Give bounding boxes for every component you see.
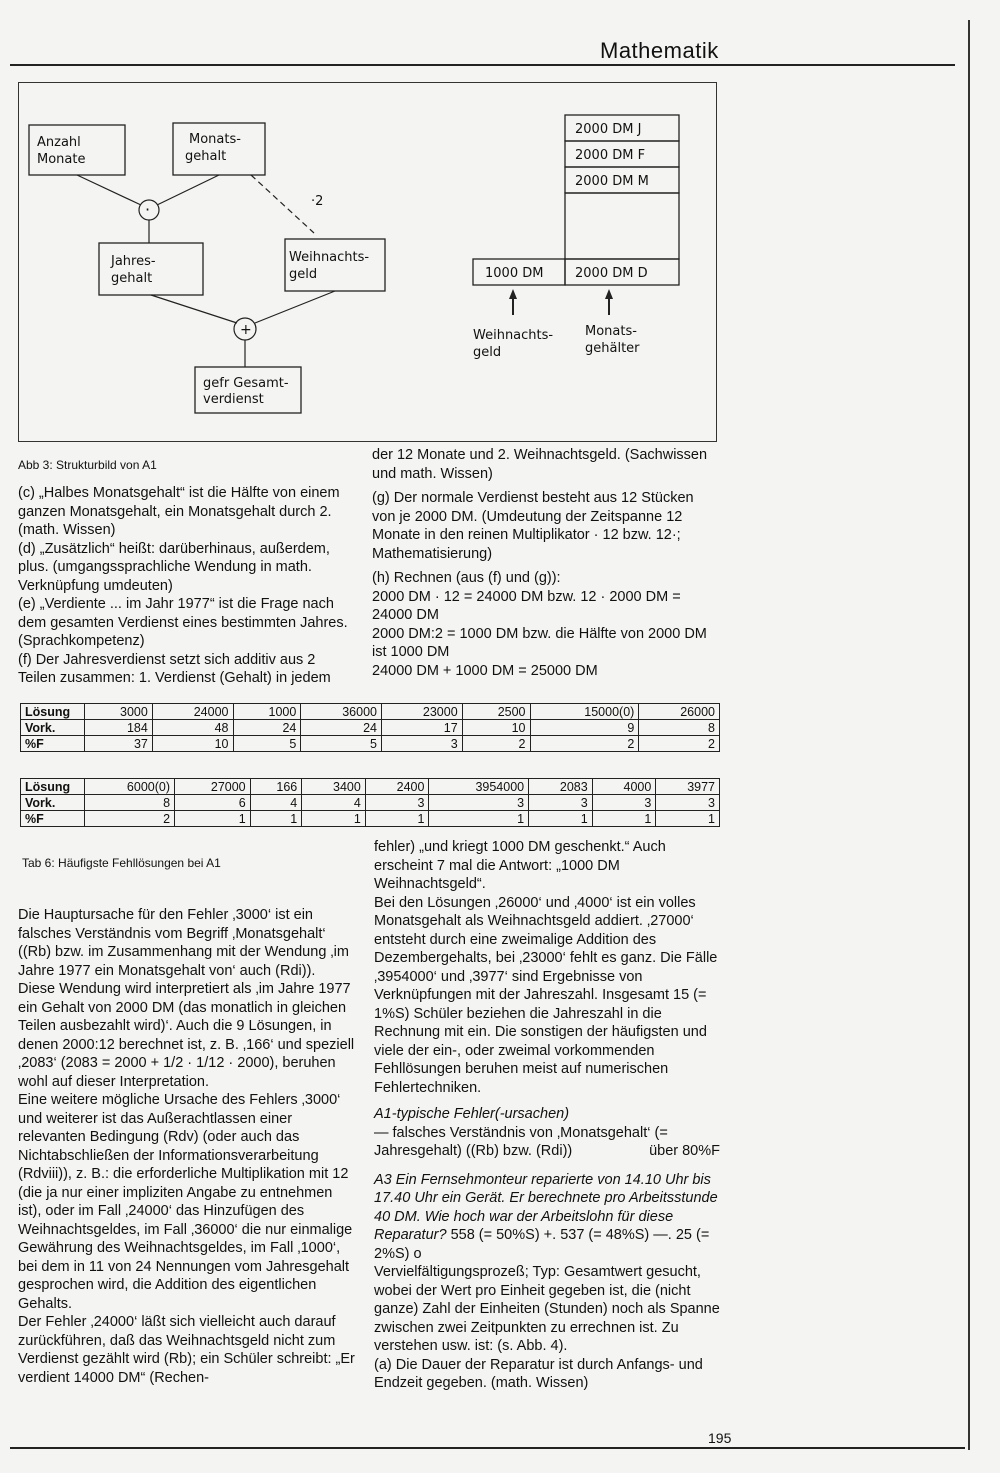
text-anzahl: Anzahl [37, 135, 81, 150]
text-weihnachts: Weihnachts- [289, 250, 370, 265]
box-jahresgehalt [99, 243, 203, 295]
table-cell: 3 [429, 795, 529, 811]
cell-2000-d: 2000 DM D [575, 266, 648, 281]
para-loesungen: Bei den Lösungen ‚26000‘ und ‚4000‘ ist ein volles Monatsgehalt als Weihnachtsgeld addiert. ‚27000‘ entsteht durch eine zweimalige Addition des Dezembergehalts, bei ‚23000‘ fehlt es ganz. Die Fälle ‚3954000‘ und ‚3977‘ sind Ergebnisse von Verknüpfungen mit der Jahreszahl. Insgesamt 15 (= 1%S) Schüler beziehen die Jahreszahl in die Rechnung mit ein. Die sonstigen der häufigsten und viele der ein-, oder zweimal vorkommenden Fehllösungen beruhen meist auf numerischen Fehlertechniken. [374, 894, 718, 1096]
a3-analysis: Vervielfältigungsprozeß; Typ: Gesamtwert gesucht, wobei der Wert pro Einheit gegeben ist, die (nicht ganze) Zahl der Einheiten (Stunden) noch als Spanne zwischen zwei Zeitpunkten zu errechnen ist. Zu verstehen usw. ist: (s. Abb. 4). [374, 1264, 720, 1354]
table-cell: 10 [462, 720, 530, 736]
text-monate: Monate [37, 152, 86, 167]
cell-1000: 1000 DM [485, 266, 544, 281]
para-fehler-cont: fehler) „und kriegt 1000 DM geschenkt.“ Auch erscheint 7 mal die Antwort: „1000 DM Weihnachtsgeld“. [374, 839, 666, 892]
label-geld: geld [473, 345, 502, 360]
table-cell: 36000 [301, 704, 382, 720]
table-cell: 3400 [302, 779, 366, 795]
text-geld: geld [289, 267, 318, 282]
table-row [21, 736, 720, 752]
typical-text: — falsches Verständnis von ‚Monatsgehalt‘ (= Jahresgehalt) ((Rb) bzw. (Rdi)) [374, 1124, 668, 1159]
table-row [21, 779, 720, 795]
para-h: (h) Rechnen (aus (f) und (g)): [372, 570, 561, 586]
calc-3: 24000 DM + 1000 DM = 25000 DM [372, 662, 598, 679]
box-anzahl-monate [29, 125, 125, 175]
para-d: (d) „Zusätzlich“ heißt: darüberhinaus, außerdem, plus. (umgangssprachliche Wendung in math. Verknüpfung umdeuten) [18, 540, 330, 594]
a3-task: A3 Ein Fernsehmonteur reparierte von 14.10 Uhr bis 17.40 Uhr ein Gerät. Er berechnete pro Arbeitsstunde 40 DM. Wie hoch war der Arbeitslohn für diese Reparatur? [374, 1171, 718, 1243]
table-cell: 24 [233, 720, 301, 736]
table-cell: 1 [302, 811, 366, 827]
table-cell: 2083 [529, 779, 593, 795]
table-cell: 1000 [233, 704, 301, 720]
table-cell: 3 [382, 736, 463, 752]
table-cell: 10 [152, 736, 233, 752]
diagram-mark [157, 175, 219, 205]
page-number: 195 [708, 1430, 732, 1446]
typical-pct: über 80%F [649, 1143, 720, 1159]
para-g: (g) Der normale Verdienst besteht aus 12 Stücken von je 2000 DM. (Umdeutung der Zeitspanne 12 Monate in den reinen Multiplikator · 12 bzw. 12·; Mathematisierung) [372, 490, 694, 562]
label-gehaelter: gehälter [585, 341, 640, 356]
table-cell: 1 [656, 811, 720, 827]
para-fehler-24000: Der Fehler ‚24000‘ läßt sich vielleicht auch darauf zurückführen, daß das Weihnachtsgeld nicht zum Verdienst gezählt wird (Rb); ein Schüler schreibt: „Er verdient 14000 DM“ (Rechen- [18, 1314, 355, 1386]
para-e: (e) „Verdiente ... im Jahr 1977“ ist die Frage nach dem gesamten Verdienst eines bestimmten Jahres. (Sprachkompetenz) [18, 596, 348, 649]
table-cell: 3 [656, 795, 720, 811]
footer-rule [10, 1447, 965, 1449]
table-cell: 184 [85, 720, 153, 736]
table-row [21, 720, 720, 736]
table-cell: Vork. [21, 720, 85, 736]
table-cell: 26000 [639, 704, 720, 720]
times-two-label: ·2 [311, 194, 324, 209]
text-gehalt: gehalt [185, 149, 227, 164]
text-jahres: Jahres- [111, 254, 156, 269]
right-column-top [372, 446, 716, 680]
table-cell: 48 [152, 720, 233, 736]
table-row [21, 704, 720, 720]
table-cell: 4 [250, 795, 302, 811]
label-weihnachts: Weihnachts- [473, 328, 554, 343]
page-header-subject: Mathematik [600, 38, 719, 63]
right-column-bottom [374, 838, 720, 1393]
table-cell: 3977 [656, 779, 720, 795]
text-gesamt: gefr Gesamt- [203, 376, 289, 391]
diagram-mark [251, 175, 314, 233]
diagram-mark [565, 193, 679, 259]
table-cell: 24000 [152, 704, 233, 720]
table-cell: Vork. [21, 795, 85, 811]
table-row [21, 811, 720, 827]
structure-diagram [19, 83, 716, 441]
label-monats: Monats- [585, 324, 637, 339]
para-f: (f) Der Jahresverdienst setzt sich additiv aus 2 Teilen zusammen: 1. Verdienst (Gehalt) in jedem [18, 651, 331, 686]
table-caption: Tab 6: Häufigste Fehllösungen bei A1 [22, 856, 221, 870]
table-cell: 6 [175, 795, 251, 811]
left-column-top [18, 484, 350, 688]
table-cell: 8 [639, 720, 720, 736]
diagram-mark [77, 175, 141, 205]
table-cell: 24 [301, 720, 382, 736]
para-weitere-ursache: Eine weitere mögliche Ursache des Fehlers ‚3000‘ und weiterer ist das Außerachtlassen einer relevanten Bedingung (Rdv) (oder auch das Nichtabschließen der Informationsverarbeitung (Rdviii)), z. B.: die erforderliche Multiplikation mit 12 (die ja nur einer impliziten Angabe zu entnehmen ist), oder im Fall ‚24000‘ das Hinzufügen des Weihnachtsgeldes, im Fall ‚36000‘ die nur einmalige Gewährung des Weihnachtsgeldes, im Fall ‚1000‘, bei dem in 11 von 24 Nennungen vom Jahresgehalt gesprochen wird, die Addition des eigentlichen Gehalts. [18, 1092, 353, 1312]
stack-cell-j: 2000 DM J [575, 122, 642, 137]
error-table-1 [20, 703, 720, 752]
table-cell: 37 [85, 736, 153, 752]
diagram-mark [255, 291, 335, 323]
a3-results: 558 (= 50%S) +. 537 (= 48%S) —. 25 (= 2%S) o [374, 1227, 710, 1262]
text-monats: Monats- [189, 132, 241, 147]
table-cell: 4000 [592, 779, 656, 795]
table-cell: 5 [233, 736, 301, 752]
diagram-mark [509, 289, 517, 299]
para-a3 [374, 1171, 720, 1264]
error-table-2 [20, 778, 720, 827]
table-cell: 1 [250, 811, 302, 827]
table-cell: 1 [429, 811, 529, 827]
table-cell: 1 [175, 811, 251, 827]
table-cell: %F [21, 811, 85, 827]
table-cell: Lösung [21, 779, 85, 795]
a3-part-a: (a) Die Dauer der Reparatur ist durch Anfangs- und Endzeit gegeben. (math. Wissen) [374, 1356, 703, 1391]
table-cell: 6000(0) [85, 779, 175, 795]
typical-heading: A1-typische Fehler(-ursachen) [374, 1106, 570, 1122]
diagram-mark [151, 295, 237, 323]
calc-1: 2000 DM · 12 = 24000 DM bzw. 12 · 2000 DM = 24000 DM [372, 588, 681, 623]
diagram-mark [605, 289, 613, 299]
table-cell: 9 [530, 720, 639, 736]
para-f-cont: der 12 Monate und 2. Weihnachtsgeld. (Sachwissen und math. Wissen) [372, 447, 708, 482]
table-row [21, 795, 720, 811]
multiply-symbol: · [145, 200, 151, 219]
table-cell: 3 [365, 795, 429, 811]
table-cell: 17 [382, 720, 463, 736]
left-column-bottom [18, 906, 356, 1387]
structure-figure [18, 82, 717, 442]
table-cell: Lösung [21, 704, 85, 720]
para-c: (c) „Halbes Monatsgehalt“ ist die Hälfte von einem ganzen Monatsgehalt, ein Monatsgehalt durch 2. (math. Wissen) [18, 485, 340, 538]
table-cell: 3 [592, 795, 656, 811]
stack-cell-m: 2000 DM M [575, 174, 649, 189]
plus-symbol: + [240, 322, 252, 338]
table-cell: 2 [462, 736, 530, 752]
table-cell: 23000 [382, 704, 463, 720]
table-cell: 8 [85, 795, 175, 811]
table-cell: 1 [365, 811, 429, 827]
table-cell: %F [21, 736, 85, 752]
table-cell: 27000 [175, 779, 251, 795]
box-weihnachtsgeld [285, 239, 385, 291]
header-rule [10, 64, 955, 66]
table-cell: 4 [302, 795, 366, 811]
page-edge [968, 20, 970, 1450]
table-cell: 2 [639, 736, 720, 752]
table-cell: 2 [85, 811, 175, 827]
para-hauptursache: Die Hauptursache für den Fehler ‚3000‘ ist ein falsches Verständnis vom Begriff ‚Monatsgehalt‘ ((Rb) bzw. im Zusammenhang mit der Wendung ‚im Jahre 1977 ein Monatsgehalt von‘ auch (Rdi)). Diese Wendung wird interpretiert als ‚im Jahre 1977 ein Gehalt von 2000 DM (das monatlich in gleichen Teilen ausbezahlt wird)‘. Auch die 9 Lösungen, in denen 2000:12 berechnet ist, z. B. ‚166‘ und speziell ‚2083‘ (2083 = 2000 + 1/2 · 1/12 · 2000), beruhen wohl auf dieser Interpretation. [18, 907, 355, 1090]
table-cell: 1 [592, 811, 656, 827]
table-cell: 2400 [365, 779, 429, 795]
table-cell: 15000(0) [530, 704, 639, 720]
table-cell: 2500 [462, 704, 530, 720]
table-cell: 3000 [85, 704, 153, 720]
figure-caption: Abb 3: Strukturbild von A1 [18, 458, 157, 472]
table-cell: 3 [529, 795, 593, 811]
typical-line [374, 1124, 720, 1161]
text-verdienst: verdienst [203, 392, 264, 407]
stack-cell-f: 2000 DM F [575, 148, 646, 163]
table-cell: 5 [301, 736, 382, 752]
table-cell: 3954000 [429, 779, 529, 795]
text-jahres-gehalt: gehalt [111, 271, 153, 286]
table-cell: 1 [529, 811, 593, 827]
table-cell: 166 [250, 779, 302, 795]
table-cell: 2 [530, 736, 639, 752]
calc-2: 2000 DM:2 = 1000 DM bzw. die Hälfte von 2000 DM ist 1000 DM [372, 625, 707, 660]
